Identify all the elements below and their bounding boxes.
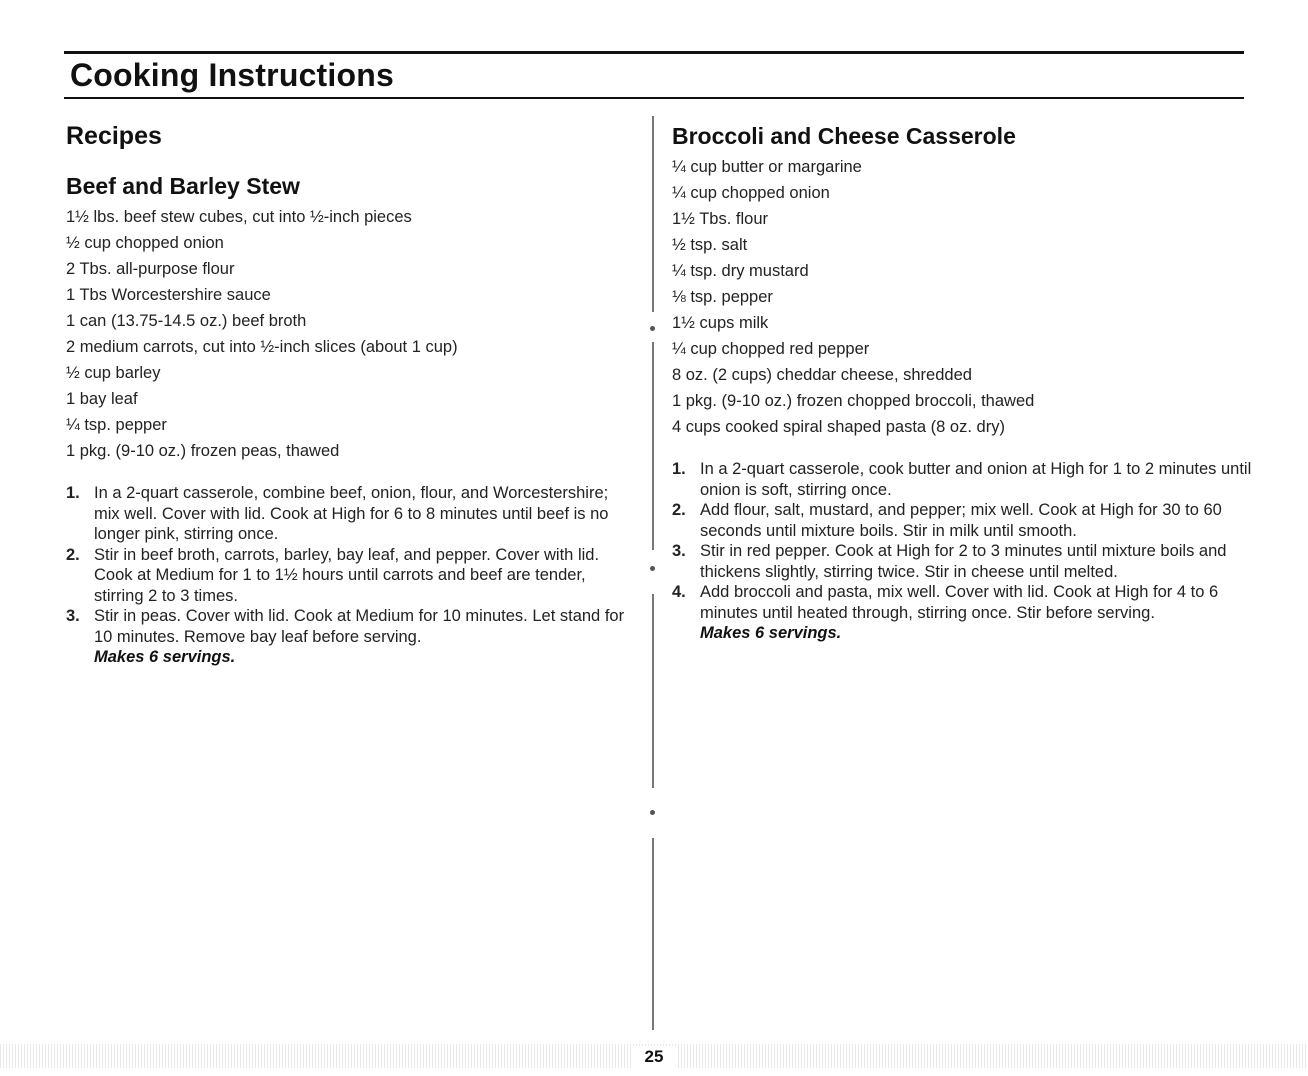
step-number: 4. [672, 583, 686, 601]
column-divider [652, 838, 654, 1030]
ingredient-item: 1½ lbs. beef stew cubes, cut into ½-inch pieces [66, 208, 412, 226]
right-column [672, 122, 1252, 644]
ingredient-item: 1 bay leaf [66, 390, 138, 408]
divider-dot [650, 326, 655, 331]
column-divider [652, 342, 654, 550]
ingredient-item: 1 Tbs Worcestershire sauce [66, 286, 271, 304]
ingredient-list [66, 204, 626, 464]
step-text: Stir in red pepper. Cook at High for 2 to 3 minutes until mixture boils and thickens slightly, stirring twice. Stir in cheese until melted. [700, 542, 1227, 581]
step-list [672, 459, 1252, 623]
ingredient-list [672, 154, 1252, 440]
ingredient-item: 1 pkg. (9-10 oz.) frozen peas, thawed [66, 442, 340, 460]
step-item [672, 541, 1252, 582]
ingredient-item: ½ cup chopped onion [66, 234, 224, 252]
left-column [66, 120, 626, 668]
ingredient-item: 1½ Tbs. flour [672, 210, 768, 228]
divider-dot [650, 810, 655, 815]
ingredient-item: ¼ cup chopped onion [672, 184, 830, 202]
ingredient-item: 8 oz. (2 cups) cheddar cheese, shredded [672, 366, 972, 384]
page-number: 25 [632, 1046, 676, 1068]
step-item [672, 500, 1252, 541]
ingredient-item: 1 pkg. (9-10 oz.) frozen chopped broccoli, thawed [672, 392, 1035, 410]
step-item [66, 483, 626, 545]
step-number: 3. [672, 542, 686, 560]
ingredient-item: 2 medium carrots, cut into ½-inch slices (about 1 cup) [66, 338, 458, 356]
ingredient-item: ½ tsp. salt [672, 236, 748, 254]
recipe-title-broccoli-cheese-casserole: Broccoli and Cheese Casserole [672, 123, 1016, 149]
ingredient-item: ⅛ tsp. pepper [672, 288, 773, 306]
step-text: Stir in beef broth, carrots, barley, bay leaf, and pepper. Cover with lid. Cook at Medium for 1 to 1½ hours until carrots and beef are tender, stirring 2 to 3 times. [94, 545, 600, 605]
header-bottom-rule [64, 97, 1244, 99]
step-text: In a 2-quart casserole, cook butter and onion at High for 1 to 2 minutes until onion is soft, stirring once. [700, 460, 1252, 499]
section-title-recipes: Recipes [66, 122, 162, 150]
ingredient-item: ¼ tsp. pepper [66, 416, 167, 434]
ingredient-item: 1½ cups milk [672, 314, 769, 332]
ingredient-item: 4 cups cooked spiral shaped pasta (8 oz. dry) [672, 418, 1005, 436]
ingredient-item: ½ cup barley [66, 364, 161, 382]
step-text: Add broccoli and pasta, mix well. Cover with lid. Cook at High for 4 to 6 minutes until heated through, stirring once. Stir before serving. [700, 583, 1219, 622]
step-item [66, 606, 626, 647]
ingredient-item: ¼ cup butter or margarine [672, 158, 862, 176]
column-divider [652, 116, 654, 312]
step-number: 3. [66, 607, 80, 625]
step-number: 1. [66, 484, 80, 502]
step-text: Stir in peas. Cover with lid. Cook at Medium for 10 minutes. Let stand for 10 minutes. Remove bay leaf before serving. [94, 607, 625, 646]
step-item [672, 582, 1252, 623]
header-top-rule [64, 51, 1244, 54]
step-item [66, 545, 626, 607]
page-title: Cooking Instructions [70, 57, 394, 93]
step-text: In a 2-quart casserole, combine beef, onion, flour, and Worcestershire; mix well. Cover with lid. Cook at High for 6 to 8 minutes until beef is no longer pink, stirring once. [94, 484, 609, 543]
servings-yield: Makes 6 servings. [700, 624, 842, 642]
step-number: 1. [672, 460, 686, 478]
step-text: Add flour, salt, mustard, and pepper; mix well. Cook at High for 30 to 60 seconds until mixture boils. Stir in milk until smooth. [700, 501, 1222, 540]
step-item [672, 459, 1252, 500]
ingredient-item: 1 can (13.75-14.5 oz.) beef broth [66, 312, 307, 330]
step-number: 2. [672, 501, 686, 519]
step-number: 2. [66, 545, 80, 564]
ingredient-item: 2 Tbs. all-purpose flour [66, 260, 235, 278]
ingredient-item: ¼ tsp. dry mustard [672, 262, 809, 280]
divider-dot [650, 566, 655, 571]
recipe-title-beef-barley-stew: Beef and Barley Stew [66, 173, 300, 199]
column-divider [652, 594, 654, 788]
step-list [66, 483, 626, 647]
ingredient-item: ¼ cup chopped red pepper [672, 340, 870, 358]
servings-yield: Makes 6 servings. [94, 648, 236, 666]
